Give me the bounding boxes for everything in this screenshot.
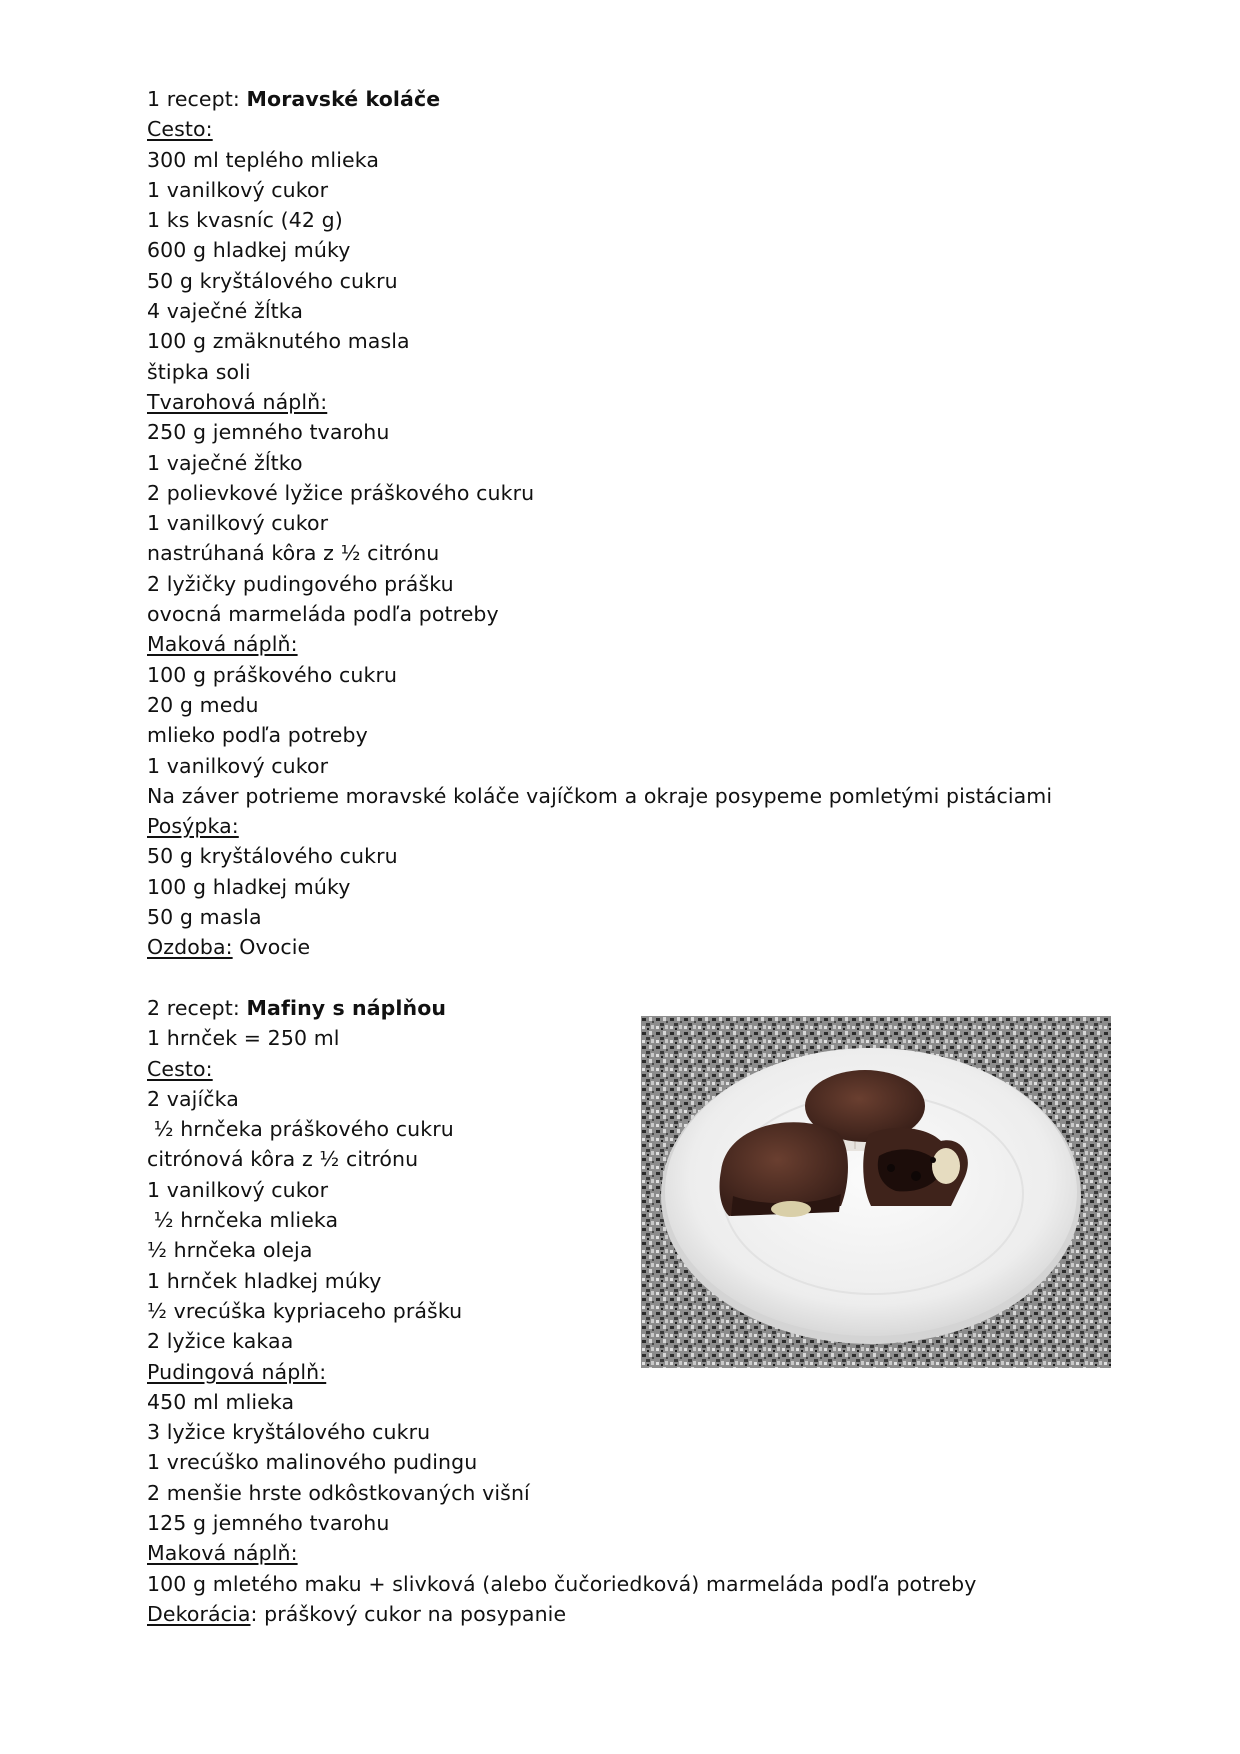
ingredient-item: 300 ml teplého mlieka [147,147,379,172]
section-heading-dekoracia: Dekorácia [147,1601,251,1626]
ingredient-item: štipka soli [147,359,251,384]
ingredient-item: 50 g masla [147,905,262,930]
ingredient-item: 450 ml mlieka [147,1389,295,1414]
ingredient-item: citrónová kôra z ½ citrónu [147,1147,419,1172]
ingredient-item: 100 g zmäknutého masla [147,329,410,354]
ozdoba-line [147,932,1127,962]
ingredient-item: ovocná marmeláda podľa potreby [147,602,499,627]
recipe-moravske-kolace [147,84,1127,963]
recipe-name: Moravské koláče [246,87,441,111]
ingredient-item: 20 g medu [147,692,259,717]
muffin-photo [641,1016,1111,1368]
ingredient-item: ½ vrecúška kypriaceho prášku [147,1298,463,1323]
recipe-number: 1 recept: [147,87,247,111]
section-heading-pudingova-napln: Pudingová náplň: [147,1359,327,1384]
ingredient-item: 100 g hladkej múky [147,874,351,899]
ingredient-item: 50 g kryštálového cukru [147,844,398,869]
section-heading-makova-napln: Maková náplň: [147,632,298,657]
dekoracia-line [147,1599,1127,1629]
instruction-note: Na záver potrieme moravské koláče vajíčkom a okraje posypeme pomletými pistáciami [147,783,1053,808]
ingredient-item: 600 g hladkej múky [147,238,351,263]
ingredient-item: 2 vajíčka [147,1086,239,1111]
ingredient-item: 2 polievkové lyžice práškového cukru [147,480,535,505]
recipe-number: 2 recept: [147,996,247,1020]
ingredient-item: 1 vanilkový cukor [147,177,329,202]
ingredient-item: mlieko podľa potreby [147,723,368,748]
ingredient-item: ½ hrnčeka práškového cukru [147,1117,454,1142]
ingredient-item: 1 vanilkový cukor [147,511,329,536]
section-heading-ozdoba: Ozdoba: [147,935,233,960]
ingredient-item: 50 g kryštálového cukru [147,268,398,293]
ingredient-item: 1 ks kvasníc (42 g) [147,208,343,233]
muffin-photo-image [641,1016,1111,1368]
ingredient-item: 2 lyžice kakaa [147,1329,294,1354]
ingredient-item: 1 vaječné žĺtko [147,450,303,475]
ingredient-item: 100 g práškového cukru [147,662,398,687]
ingredient-item: 250 g jemného tvarohu [147,420,390,445]
ingredient-item: 1 vrecúško malinového pudingu [147,1450,478,1475]
ingredient-item: 1 hrnček hladkej múky [147,1268,382,1293]
recipe-title [147,84,1127,114]
ingredient-item: 2 menšie hrste odkôstkovaných višní [147,1480,530,1505]
ingredient-item: 4 vaječné žĺtka [147,299,304,324]
ingredient-item: 1 vanilkový cukor [147,753,329,778]
section-heading-cesto: Cesto: [147,117,213,142]
ingredient-item: ½ hrnčeka mlieka [147,1208,339,1233]
section-heading-posypka: Posýpka: [147,814,239,839]
ozdoba-text: Ovocie [232,935,311,960]
ingredient-item: nastrúhaná kôra z ½ citrónu [147,541,440,566]
ingredient-item: 100 g mletého maku + slivková (alebo čučoriedková) marmeláda podľa potreby [147,1571,977,1596]
ingredient-item: ½ hrnčeka oleja [147,1238,313,1263]
dekoracia-text: : práškový cukor na posypanie [250,1601,567,1626]
ingredient-item: 125 g jemného tvarohu [147,1511,390,1536]
section-heading-tvarohova-napln: Tvarohová náplň: [147,389,328,414]
section-heading-makova-napln: Maková náplň: [147,1541,298,1566]
ingredient-item: 2 lyžičky pudingového prášku [147,571,454,596]
section-heading-cesto: Cesto: [147,1056,213,1081]
measure-note: 1 hrnček = 250 ml [147,1026,340,1051]
recipe-name: Mafiny s náplňou [246,996,447,1020]
ingredient-item: 1 vanilkový cukor [147,1177,329,1202]
ingredient-item: 3 lyžice kryštálového cukru [147,1420,431,1445]
